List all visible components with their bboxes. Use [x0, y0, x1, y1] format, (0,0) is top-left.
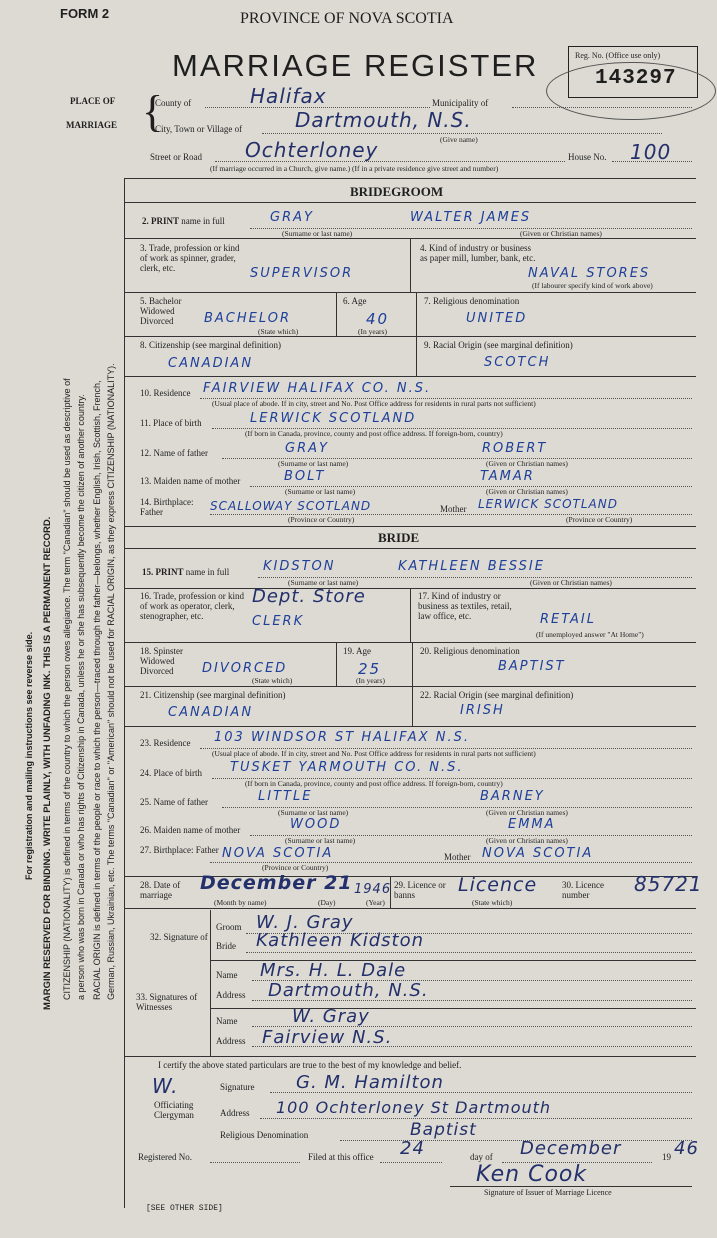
- groom-given: WALTER JAMES: [410, 210, 532, 225]
- groom-signature: W. J. Gray: [256, 912, 354, 933]
- bride-industry-cap: (If unemployed answer "At Home"): [536, 630, 644, 639]
- groom-mother-label: Mother: [440, 504, 467, 514]
- f7-label: 7. Religious denomination: [424, 296, 520, 306]
- f23-label: 23. Residence: [140, 738, 191, 748]
- bride-citizenship: CANADIAN: [168, 705, 254, 720]
- groom-residence: FAIRVIEW HALIFAX CO. N.S.: [203, 381, 432, 396]
- f20-label: 20. Religious denomination: [420, 646, 520, 656]
- f27-label: 27. Birthplace: Father: [140, 845, 219, 855]
- f29-label: 29. Licence or banns: [394, 880, 446, 900]
- bride-birthplace: TUSKET YARMOUTH CO. N.S.: [230, 760, 464, 775]
- reg-number: 143297: [595, 67, 677, 90]
- residence-cap: (Usual place of abode. If in city, street and No. Post Office address for residents in rural parts not sufficient): [212, 399, 536, 408]
- f15-label: 15. PRINT name in full: [142, 567, 230, 577]
- groom-industry-cap: (If labourer specify kind of work above): [532, 281, 653, 290]
- bride-mother-surname-cap: (Surname or last name): [285, 836, 356, 845]
- groom-religion: UNITED: [466, 311, 528, 326]
- margin-line-5: RACIAL ORIGIN is defined in terms of the people or race to which the person—traced through the father—belongs, whether English, Irish, Scottish, French,: [92, 380, 102, 1000]
- cap-year: (Year): [366, 898, 385, 907]
- clergy-signature: G. M. Hamilton: [296, 1072, 444, 1093]
- bride-father-given: BARNEY: [480, 789, 545, 804]
- licence-number: 85721: [634, 872, 703, 896]
- registered-label: Registered No.: [138, 1152, 192, 1162]
- f17-label: 17. Kind of industry or business as textiles, retail, law office, etc.: [418, 591, 512, 621]
- clergy-religion: Baptist: [410, 1120, 477, 1140]
- bride-mother-surname: WOOD: [290, 817, 342, 832]
- cap-state: (State which): [472, 898, 513, 907]
- f12-label: 12. Name of father: [140, 448, 208, 458]
- city-label: City, Town or Village of: [155, 124, 243, 134]
- place-label-1: PLACE OF: [70, 96, 116, 106]
- father-given-cap: (Given or Christian names): [486, 459, 568, 468]
- reg-label: Reg. No. (Office use only): [575, 51, 661, 60]
- licence-or-banns: Licence: [458, 874, 538, 896]
- margin-line-6: German, Russian, Ukrainian, etc. The terms "Canadian" or "American" should not be used for RACIAL ORIGIN, as they express CITIZENSHIP (NATIONALITY).: [106, 363, 116, 1000]
- filed-day: 24: [400, 1138, 425, 1159]
- certify-text: I certify the above stated particulars are true to the best of my knowledge and belief.: [158, 1060, 462, 1070]
- bride-mother-given-cap: (Given or Christian names): [486, 836, 568, 845]
- street-value: Ochterloney: [245, 138, 379, 162]
- bride-age: 25: [358, 660, 382, 678]
- f18-label: 18. Spinster Widowed Divorced: [140, 646, 184, 676]
- groom-age: 40: [366, 310, 390, 328]
- mother-bp-cap: (Province or Country): [566, 515, 633, 524]
- clergy-address-label: Address: [220, 1108, 250, 1118]
- issuer-label: Signature of Issuer of Marriage Licence: [484, 1188, 612, 1197]
- groom-father-bp: SCALLOWAY SCOTLAND: [210, 499, 372, 513]
- marriage-year: 1946: [354, 882, 392, 897]
- bride-residence: 103 WINDSOR ST HALIFAX N.S.: [214, 730, 470, 745]
- county-value: Halifax: [250, 84, 327, 108]
- f14-label: 14. Birthplace: Father: [140, 497, 194, 517]
- bride-status: DIVORCED: [202, 661, 288, 676]
- f19-label: 19. Age: [343, 646, 371, 656]
- f9-label: 9. Racial Origin (see marginal definition): [424, 340, 573, 350]
- mother-given-cap: (Given or Christian names): [486, 487, 568, 496]
- margin-line-3: CITIZENSHIP (NATIONALITY) is defined in terms of the country to which the person owes allegiance. The term "Canadian" should be used as descriptive of: [62, 378, 72, 1000]
- f3-label: 3. Trade, profession or kind of work as spinner, grader, clerk, etc.: [140, 243, 240, 273]
- bride-mother-given: EMMA: [508, 817, 556, 832]
- bride-signature: Kathleen Kidston: [256, 930, 425, 951]
- county-label: County of: [155, 98, 192, 108]
- f5-label: 5. Bachelor Widowed Divorced: [140, 296, 182, 326]
- father-surname-cap: (Surname or last name): [278, 459, 349, 468]
- w1-address-label: Address: [216, 990, 246, 1000]
- filed-year: 46: [674, 1138, 699, 1159]
- f24-label: 24. Place of birth: [140, 768, 202, 778]
- groom-father-given: ROBERT: [482, 441, 548, 456]
- bride-father-bp: NOVA SCOTIA: [222, 846, 334, 861]
- street-label: Street or Road: [150, 152, 202, 162]
- bride-father-bp-cap: (Province or Country): [262, 863, 329, 872]
- clergy-sig-label: Signature: [220, 1082, 255, 1092]
- f30-label: 30. Licence number: [562, 880, 604, 900]
- clergy-address: 100 Ochterloney St Dartmouth: [276, 1098, 552, 1117]
- groom-birthplace: LERWICK SCOTLAND: [250, 411, 417, 426]
- church-note: (If marriage occurred in a Church, give name.) (If in a private residence give street and number): [210, 164, 499, 173]
- bridegroom-heading: BRIDEGROOM: [350, 184, 444, 199]
- f28-label: 28. Date of marriage: [140, 880, 181, 900]
- issuer-signature: Ken Cook: [476, 1162, 588, 1187]
- f33-label: 33. Signatures of Witnesses: [136, 992, 198, 1012]
- birthplace-cap: (If born in Canada, province, county and post office address. If foreign-born, country): [245, 429, 503, 438]
- province-heading: PROVINCE OF NOVA SCOTIA: [240, 10, 454, 27]
- groom-surname: GRAY: [270, 210, 314, 225]
- bride-industry: RETAIL: [540, 612, 596, 627]
- groom-mother-bp: LERWICK SCOTLAND: [478, 497, 618, 511]
- f21-label: 21. Citizenship (see marginal definition): [140, 690, 286, 700]
- margin-line-4: a person who was born in Canada or who has rights of Citizenship in Canada, unless he or she has subsequently become the citizen of another country.: [76, 394, 86, 1000]
- reg-stamp-oval: [546, 62, 716, 120]
- city-value: Dartmouth, N.S.: [295, 108, 472, 132]
- bride-surname: KIDSTON: [263, 559, 336, 574]
- bride-residence-cap: (Usual place of abode. If in city, street and No. Post Office address for residents in rural parts not sufficient): [212, 749, 536, 758]
- day-of-label: day of: [470, 1152, 493, 1162]
- f4-label: 4. Kind of industry or business as paper mill, lumber, bank, etc.: [420, 243, 536, 263]
- w1-name-label: Name: [216, 970, 238, 980]
- groom-status: BACHELOR: [204, 311, 291, 326]
- groom-given-cap: (Given or Christian names): [520, 229, 602, 238]
- bride-birthplace-cap: (If born in Canada, province, county and post office address. If foreign-born, country): [245, 779, 503, 788]
- father-bp-cap: (Province or Country): [288, 515, 355, 524]
- f32-label: 32. Signature of: [150, 932, 208, 942]
- w2-name-label: Name: [216, 1016, 238, 1026]
- bride-state-cap: (State which): [252, 676, 293, 685]
- w-mark: W.: [152, 1074, 179, 1098]
- filed-label: Filed at this office: [308, 1152, 374, 1162]
- filed-month: December: [520, 1138, 622, 1159]
- groom-sig-label: Groom: [216, 922, 242, 932]
- marriage-date: December 21: [200, 872, 353, 894]
- bride-racial: IRISH: [460, 703, 505, 718]
- groom-surname-cap: (Surname or last name): [282, 229, 353, 238]
- groom-father-surname: GRAY: [285, 441, 329, 456]
- f13-label: 13. Maiden name of mother: [140, 476, 241, 486]
- groom-mother-given: TAMAR: [480, 469, 535, 484]
- bride-trade-a: Dept. Store: [252, 586, 366, 607]
- f6-label: 6. Age: [343, 296, 367, 306]
- cap-day: (Day): [318, 898, 336, 907]
- bride-mother-label: Mother: [444, 852, 471, 862]
- groom-state-cap: (State which): [258, 327, 299, 336]
- bride-surname-cap: (Surname or last name): [288, 578, 359, 587]
- groom-industry: NAVAL STORES: [528, 266, 651, 281]
- groom-racial: SCOTCH: [484, 355, 551, 370]
- brace: {: [142, 87, 164, 136]
- year-prefix: 19: [662, 1152, 671, 1162]
- place-label-2: MARRIAGE: [66, 120, 117, 130]
- bride-given: KATHLEEN BESSIE: [398, 559, 545, 574]
- groom-age-cap: (In years): [358, 327, 387, 336]
- bride-sig-label: Bride: [216, 941, 236, 951]
- mother-surname-cap: (Surname or last name): [285, 487, 356, 496]
- groom-mother-surname: BOLT: [284, 469, 326, 484]
- f10-label: 10. Residence: [140, 388, 191, 398]
- margin-line-1: For registration and mailing instructions see reverse side.: [24, 631, 34, 880]
- cap-month: (Month by name): [214, 898, 267, 907]
- bride-mother-bp: NOVA SCOTIA: [482, 846, 594, 861]
- witness1-name: Mrs. H. L. Dale: [260, 960, 407, 981]
- bride-father-given-cap: (Given or Christian names): [486, 808, 568, 817]
- house-value: 100: [630, 140, 672, 164]
- give-name-caption: (Give name): [440, 135, 478, 144]
- bride-religion: BAPTIST: [498, 659, 566, 674]
- margin-line-2: MARGIN RESERVED FOR BINDING. WRITE PLAINLY, WITH UNFADING INK. THIS IS A PERMANENT RECORD.: [42, 516, 53, 1010]
- f2-label: 2. PRINT name in full: [142, 216, 225, 226]
- witness1-address: Dartmouth, N.S.: [268, 980, 429, 1001]
- bride-father-surname-cap: (Surname or last name): [278, 808, 349, 817]
- witness2-address: Fairview N.S.: [262, 1027, 393, 1048]
- groom-citizenship: CANADIAN: [168, 356, 254, 371]
- f25-label: 25. Name of father: [140, 797, 208, 807]
- bride-heading: BRIDE: [378, 530, 420, 545]
- see-other-side: [SEE OTHER SIDE]: [146, 1204, 223, 1213]
- bride-father-surname: LITTLE: [258, 789, 313, 804]
- form-number: FORM 2: [60, 6, 110, 21]
- municipality-label: Municipality of: [432, 98, 489, 108]
- f11-label: 11. Place of birth: [140, 418, 202, 428]
- witness2-name: W. Gray: [292, 1006, 370, 1027]
- bride-age-cap: (In years): [356, 676, 385, 685]
- bride-given-cap: (Given or Christian names): [530, 578, 612, 587]
- clergy-label: Officiating Clergyman: [154, 1100, 194, 1120]
- f22-label: 22. Racial Origin (see marginal definition): [420, 690, 574, 700]
- f8-label: 8. Citizenship (see marginal definition): [140, 340, 282, 350]
- groom-trade: SUPERVISOR: [250, 266, 354, 281]
- bride-trade-b: CLERK: [252, 614, 305, 629]
- f26-label: 26. Maiden name of mother: [140, 825, 241, 835]
- house-label: House No.: [568, 152, 607, 162]
- f16-label: 16. Trade, profession or kind of work as operator, clerk, stenographer, etc.: [140, 591, 244, 621]
- page-title: MARRIAGE REGISTER: [172, 48, 539, 83]
- clergy-religion-label: Religious Denomination: [220, 1130, 309, 1140]
- w2-address-label: Address: [216, 1036, 246, 1046]
